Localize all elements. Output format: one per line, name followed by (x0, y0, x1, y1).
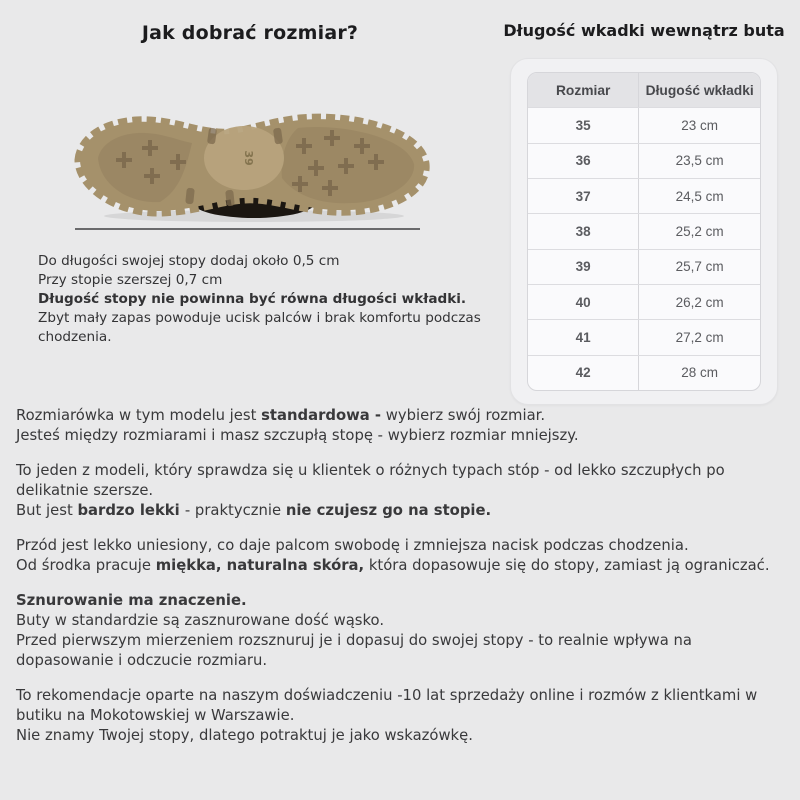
description-text (16, 406, 788, 761)
length-value: 23,5 cm (675, 153, 724, 169)
length-value: 28 cm (681, 365, 719, 381)
table-header-row (528, 73, 760, 107)
text-line: To jeden z modeli, który sprawdza się u klientek o różnych typach stóp - od lekko szczupłych po delikatnie szersze. (16, 462, 725, 499)
size-value: 37 (528, 179, 639, 213)
sole-size-marking: 39 (242, 150, 255, 166)
paragraph-comfort (16, 536, 788, 576)
col-header-insole-length: Długość wkładki (645, 82, 754, 98)
table-row (528, 213, 760, 248)
length-value: 23 cm (681, 117, 719, 133)
text-line: Przed pierwszym mierzeniem rozsznuruj je i dopasuj do swojej stopy - to realnie wpływa na dopasowanie i odczucie rozmiaru. (16, 632, 692, 669)
size-value: 41 (528, 320, 639, 354)
text-line: But jest bardzo lekki - praktycznie nie czujesz go na stopie. (16, 502, 492, 519)
paragraph-sizing (16, 406, 788, 446)
sizing-tips (38, 252, 498, 347)
size-value: 39 (528, 250, 639, 284)
paragraph-lacing (16, 591, 788, 671)
text-line: Nie znamy Twojej stopy, dlatego potraktuj je jako wskazówkę. (16, 727, 473, 744)
text-line: Rozmiarówka w tym modelu jest standardowa - wybierz swój rozmiar. (16, 407, 546, 424)
size-value: 38 (528, 214, 639, 248)
shoe-sole-image (68, 98, 440, 226)
table-row (528, 319, 760, 354)
tip-line: Do długości swojej stopy dodaj około 0,5 cm (38, 253, 340, 269)
table-row (528, 143, 760, 178)
text-line: Od środka pracuje miękka, naturalna skóra, która dopasowuje się do stopy, zamiast ją ograniczać. (16, 557, 770, 574)
size-value: 36 (528, 144, 639, 178)
table-row (528, 107, 760, 142)
text-line: Buty w standardzie są zasznurowane dość wąsko. (16, 612, 385, 629)
length-value: 25,7 cm (675, 259, 724, 275)
size-value: 42 (528, 356, 639, 390)
paragraph-fit (16, 461, 788, 521)
page-title: Jak dobrać rozmiar? (141, 22, 359, 44)
paragraph-recommendation (16, 686, 788, 746)
text-line: Jesteś między rozmiarami i masz szczupłą stopę - wybierz rozmiar mniejszy. (16, 427, 579, 444)
length-value: 25,2 cm (675, 223, 724, 239)
size-table-panel (510, 58, 778, 405)
text-line: To rekomendacje oparte na naszym doświadczeniu -10 lat sprzedaży online i rozmów z klientkami w butiku na Mokotowskiej w Warszawie. (16, 687, 758, 724)
table-row (528, 284, 760, 319)
tip-line: Zbyt mały zapas powoduje ucisk palców i brak komfortu podczas chodzenia. (38, 310, 481, 345)
size-value: 40 (528, 285, 639, 319)
ground-line (75, 228, 420, 230)
table-title: Długość wkadki wewnątrz buta (503, 21, 785, 40)
table-row (528, 178, 760, 213)
size-value: 35 (528, 108, 639, 142)
tip-line: Przy stopie szerszej 0,7 cm (38, 272, 223, 288)
size-table (527, 72, 761, 391)
col-header-size: Rozmiar (528, 73, 639, 107)
length-value: 24,5 cm (675, 188, 724, 204)
text-line: Przód jest lekko uniesiony, co daje palcom swobodę i zmniejsza nacisk podczas chodzenia. (16, 537, 689, 554)
shoe-sole-illustration (68, 98, 440, 226)
text-line: Sznurowanie ma znaczenie. (16, 592, 247, 609)
table-row (528, 249, 760, 284)
length-value: 27,2 cm (675, 329, 724, 345)
tip-line: Długość stopy nie powinna być równa długości wkładki. (38, 291, 467, 307)
length-value: 26,2 cm (675, 294, 724, 310)
table-row (528, 355, 760, 390)
